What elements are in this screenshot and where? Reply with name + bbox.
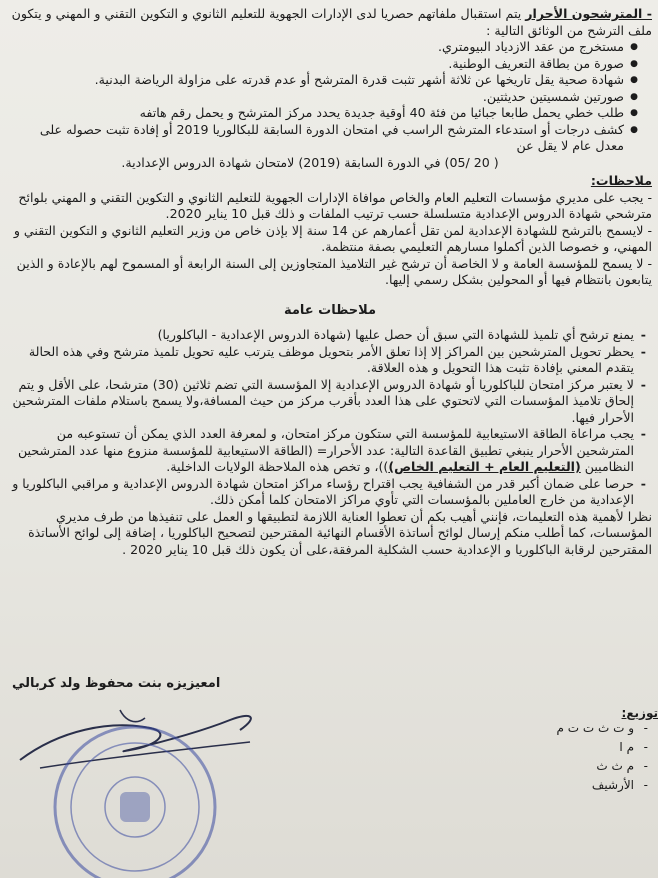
capacity-rule-text: يجب مراعاة الطاقة الاستيعابية للمؤسسة التي ستكون مركز امتحان، و لمعرفة العدد الذي يمكن أن تستوعبه من المترشحين الأحرار ينبغي تطبيق القاعدة التالية: عدد الأحرار= (الطاقة الاستيعابية للمؤسسة منزوع منها عدد المترشحين النظاميين — [17, 426, 634, 474]
list-item: ● صورتين شمسيتين حديثتين. — [8, 89, 638, 106]
list-item: ● صورة من بطاقة التعريف الوطنية. — [8, 56, 638, 73]
note-item: - لايسمح بالترشح للشهادة الإعدادية لمن تقل أعمارهم عن 14 سنة إلا بإذن خاص من وزير التعليم الثانوي و التكوين التقني و المهني، و خصوصا الذين أكملوا مسارهم التعليمي بصفة منتظمة. — [13, 222, 652, 254]
list-item: - لا يعتبر مركز امتحان للباكلوريا أو شهادة الدروس الإعدادية إلا المؤسسة التي تضم ثلاثين (30) مترشحا، على الأقل و يتم إلحاق تلاميذ المؤسسات التي لاتحتوي على هذا العدد بأقرب مركز من حيث المسافة،ولا يسمح باستلام ملفات المترشحين الأحرار فيها. — [8, 377, 648, 427]
distribution-list — [532, 721, 648, 793]
list-item: - يحظر تحويل المترشحين بين المراكز إلا إذا تعلق الأمر بتحويل موظف يترتب عليه تحويل تلميذ مترشح وفي هذه الحالة يتقدم المعني بإفادة تثبت هذا التحويل و هذه العلاقة. — [8, 344, 648, 377]
documents-continuation: ( 20 /05) في الدورة السابقة (2019) لامتحان شهادة الدروس الإعدادية. — [121, 154, 499, 170]
closing-paragraph: نظرا لأهمية هذه التعليمات، فإنني أهيب بكم أن تعطوا العناية اللازمة لتطبيقها و العمل على تنفيذها من طرف مديري المؤسسات، كما أطلب منكم إرسال لوائح أساتذة الأقسام النهائية المقترحين لتصحيح الباكلوريا ، إضافة إلى لوائح الأساتذة المقترحين لرقابة الباكلوريا و الإعدادية حسب الشكلية المرفقة،على أن يكون ذلك قبل 10 يناير 2020 . — [28, 508, 652, 557]
list-item: - حرصا على ضمان أكبر قدر من الشفافية يجب اقتراح رؤساء مراكز امتحان شهادة الدروس الإعدادية و مراقبي الباكلوريا و الإعدادية من خارج العاملين بالمؤسسات التي تأوي مراكز الامتحان كلما أمكن ذلك. — [8, 476, 648, 509]
list-item: ● شهادة صحية يقل تاريخها عن ثلاثة أشهر تثبت قدرة المترشح أو عدم قدرته على مزاولة الرياضة البدنية. — [8, 72, 638, 89]
capacity-rule-tail: ))، و تخص هذه الملاحظة الولايات الداخلية. — [166, 459, 389, 474]
list-item: ● طلب خطي يحمل طابعا جبائيا من فئة 40 أوقية جديدة يحدد مركز المترشح و يحمل رقم هاتفه — [8, 105, 638, 122]
list-item: ● كشف درجات أو استدعاء المترشح الراسب في امتحان الدورة السابقة للبكالوريا 2019 أو إفادة تثبت حصوله على معدل عام لا يقل عن — [8, 122, 638, 155]
list-item: - و ت ث ت ت م — [532, 721, 648, 736]
note-item: - لا يسمح للمؤسسة العامة و لا الخاصة أن ترشح غير التلاميذ المتجاوزين إلى السنة الرابعة أو المسموح لهم بالإعادة و الذين يتابعون بانتظام فيها أو المحولين بشكل رسمي إليها. — [16, 255, 652, 287]
list-item: - م ا — [532, 740, 648, 755]
general-notes-title: ملاحظات عامة — [283, 302, 377, 318]
list-item: - يمنع ترشح أي تلميذ للشهادة التي سبق أن حصل عليها (شهادة الدروس الإعدادية - الباكلوريا) — [8, 327, 648, 344]
signatory-name: امعيزيزه بنت محفوظ ولد كربالي — [12, 676, 221, 691]
documents-list — [8, 39, 638, 155]
intro-heading: - المترشحون الأحرار — [525, 6, 652, 21]
distribution-title: توزيع: — [621, 706, 658, 720]
intro-text: يتم استقبال ملفاتهم حصريا لدى الإدارات الجهوية للتعليم الثانوي و التكوين التقني و المهني و يتكون ملف الترشح من الوثائق التالية : — [11, 6, 652, 38]
list-item: - الأرشيف — [532, 778, 648, 793]
general-notes-list — [8, 327, 648, 509]
list-item: - م ث ث — [532, 759, 648, 774]
list-item: ● مستخرج من عقد الازدياد البيومتري. — [8, 39, 638, 56]
capacity-rule-formula: (التعليم العام + التعليم الخاص) — [388, 459, 581, 474]
distribution-block — [532, 706, 658, 797]
intro-paragraph — [8, 6, 652, 39]
official-stamp — [40, 712, 230, 878]
list-item — [8, 426, 648, 476]
document-body — [8, 6, 652, 558]
notes-label: ملاحظات: — [590, 173, 652, 188]
note-item: - يجب على مديري مؤسسات التعليم العام والخاص موافاة الإدارات الجهوية للتعليم الثانوي و التكوين التقني و المهني بلوائح مترشحي شهادة الدروس الإعدادية متسلسلة حسب ترتيب الملفات و ذلك قبل 10 يناير 2020. — [18, 189, 652, 221]
